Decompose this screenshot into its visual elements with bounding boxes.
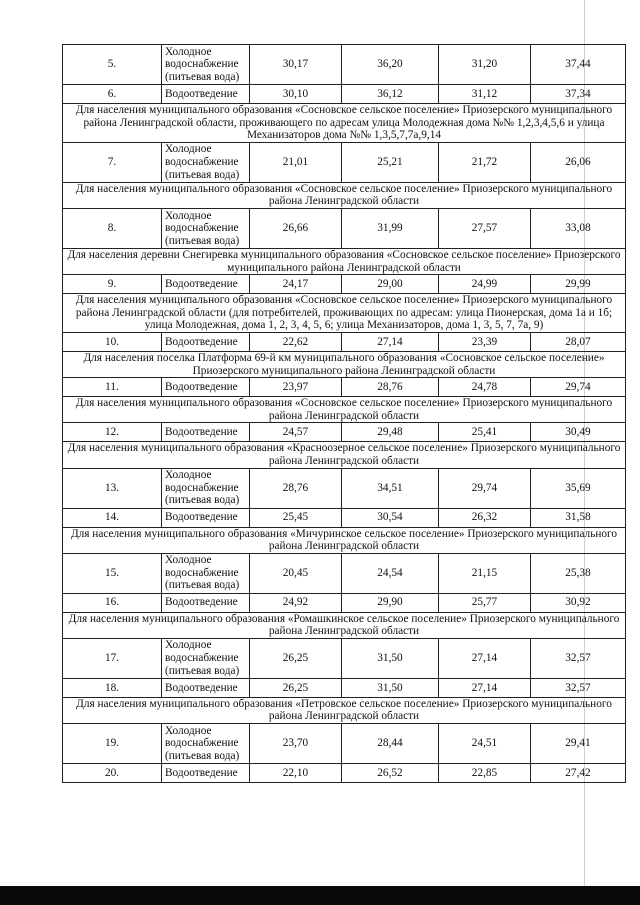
section-header-text: Для населения муниципального образования «Сосновское сельское поселение» Приозерского муниципального района Ленинградской области (для потребителей, проживающих по адресам: улица Пионерская, дома 1а и 1б; улица Молодежная, дома 1, 2, 3, 4, 5, 6; улица Механизаторов, дома 1, 3, 5, 7, 7а, 9) xyxy=(63,294,626,333)
tariff-value: 27,57 xyxy=(439,208,531,248)
tariff-value: 26,25 xyxy=(250,678,342,697)
table-section-header xyxy=(63,442,626,468)
service-name: Водоотведение xyxy=(162,678,250,697)
tariff-table xyxy=(62,44,626,783)
tariff-value: 25,38 xyxy=(531,553,626,593)
section-header-text: Для населения муниципального образования «Ромашкинское сельское поселение» Приозерского муниципального района Ленинградской области xyxy=(63,612,626,638)
tariff-value: 26,25 xyxy=(250,638,342,678)
table-row xyxy=(63,45,626,85)
service-name: Водоотведение xyxy=(162,378,250,397)
tariff-value: 28,44 xyxy=(342,724,439,764)
service-name: Водоотведение xyxy=(162,275,250,294)
tariff-value: 22,85 xyxy=(439,764,531,783)
tariff-value: 36,20 xyxy=(342,45,439,85)
section-header-text: Для населения муниципального образования «Петровское сельское поселение» Приозерского муниципального района Ленинградской области xyxy=(63,697,626,723)
tariff-value: 30,54 xyxy=(342,508,439,527)
tariff-value: 24,17 xyxy=(250,275,342,294)
tariff-value: 30,10 xyxy=(250,85,342,104)
tariff-value: 33,08 xyxy=(531,208,626,248)
tariff-value: 30,17 xyxy=(250,45,342,85)
row-number: 12. xyxy=(63,423,162,442)
tariff-value: 27,14 xyxy=(439,678,531,697)
tariff-value: 30,92 xyxy=(531,593,626,612)
table-row xyxy=(63,332,626,351)
tariff-value: 26,52 xyxy=(342,764,439,783)
table-row xyxy=(63,593,626,612)
tariff-value: 37,34 xyxy=(531,85,626,104)
section-header-text: Для населения деревни Снегиревка муниципального образования «Сосновское сельское поселение» Приозерского муниципального района Ленинградской области xyxy=(63,248,626,274)
tariff-value: 28,76 xyxy=(250,468,342,508)
row-number: 13. xyxy=(63,468,162,508)
tariff-value: 23,70 xyxy=(250,724,342,764)
tariff-value: 25,41 xyxy=(439,423,531,442)
row-number: 9. xyxy=(63,275,162,294)
tariff-value: 31,12 xyxy=(439,85,531,104)
table-section-header xyxy=(63,351,626,377)
table-row xyxy=(63,553,626,593)
row-number: 20. xyxy=(63,764,162,783)
section-header-text: Для населения муниципального образования «Мичуринское сельское поселение» Приозерского муниципального района Ленинградской области xyxy=(63,527,626,553)
tariff-value: 32,57 xyxy=(531,638,626,678)
tariff-value: 24,92 xyxy=(250,593,342,612)
tariff-value: 31,20 xyxy=(439,45,531,85)
service-name: Холодное водоснабжение (питьевая вода) xyxy=(162,638,250,678)
row-number: 14. xyxy=(63,508,162,527)
tariff-value: 29,48 xyxy=(342,423,439,442)
scan-bottom-edge xyxy=(0,886,640,905)
service-name: Водоотведение xyxy=(162,85,250,104)
table-row xyxy=(63,508,626,527)
table-row xyxy=(63,724,626,764)
table-row xyxy=(63,638,626,678)
document-page xyxy=(62,44,625,783)
tariff-value: 24,57 xyxy=(250,423,342,442)
section-header-text: Для населения муниципального образования «Сосновское сельское поселение» Приозерского муниципального района Ленинградской области, проживающего по адресам улица Молодежная дома №№ 1,2,3,4,5,6 и улица Механизаторов дома №№ 1,3,5,7,7а,9,14 xyxy=(63,104,626,143)
tariff-value: 26,66 xyxy=(250,208,342,248)
service-name: Водоотведение xyxy=(162,508,250,527)
tariff-value: 25,77 xyxy=(439,593,531,612)
tariff-value: 29,00 xyxy=(342,275,439,294)
table-section-header xyxy=(63,697,626,723)
row-number: 19. xyxy=(63,724,162,764)
table-row xyxy=(63,85,626,104)
tariff-value: 27,14 xyxy=(439,638,531,678)
row-number: 16. xyxy=(63,593,162,612)
tariff-value: 24,78 xyxy=(439,378,531,397)
table-row xyxy=(63,423,626,442)
tariff-value: 26,32 xyxy=(439,508,531,527)
section-header-text: Для населения поселка Платформа 69-й км муниципального образования «Сосновское сельское поселение» Приозерского муниципального района Ленинградской области xyxy=(63,351,626,377)
tariff-value: 34,51 xyxy=(342,468,439,508)
tariff-value: 28,07 xyxy=(531,332,626,351)
service-name: Холодное водоснабжение (питьевая вода) xyxy=(162,142,250,182)
table-row xyxy=(63,275,626,294)
tariff-value: 36,12 xyxy=(342,85,439,104)
tariff-value: 31,58 xyxy=(531,508,626,527)
tariff-value: 20,45 xyxy=(250,553,342,593)
table-row xyxy=(63,142,626,182)
tariff-value: 24,99 xyxy=(439,275,531,294)
table-row xyxy=(63,208,626,248)
row-number: 6. xyxy=(63,85,162,104)
tariff-value: 24,51 xyxy=(439,724,531,764)
row-number: 17. xyxy=(63,638,162,678)
tariff-value: 23,97 xyxy=(250,378,342,397)
table-row xyxy=(63,468,626,508)
section-header-text: Для населения муниципального образования «Сосновское сельское поселение» Приозерского муниципального района Ленинградской области xyxy=(63,397,626,423)
table-section-header xyxy=(63,104,626,143)
table-section-header xyxy=(63,182,626,208)
tariff-value: 29,74 xyxy=(531,378,626,397)
tariff-value: 30,49 xyxy=(531,423,626,442)
table-row xyxy=(63,378,626,397)
tariff-value: 21,15 xyxy=(439,553,531,593)
service-name: Холодное водоснабжение (питьевая вода) xyxy=(162,724,250,764)
service-name: Водоотведение xyxy=(162,332,250,351)
service-name: Холодное водоснабжение (питьевая вода) xyxy=(162,553,250,593)
tariff-value: 22,62 xyxy=(250,332,342,351)
service-name: Холодное водоснабжение (питьевая вода) xyxy=(162,468,250,508)
table-section-header xyxy=(63,397,626,423)
tariff-value: 29,99 xyxy=(531,275,626,294)
table-row xyxy=(63,764,626,783)
tariff-value: 31,50 xyxy=(342,678,439,697)
tariff-value: 32,57 xyxy=(531,678,626,697)
service-name: Водоотведение xyxy=(162,423,250,442)
tariff-value: 31,99 xyxy=(342,208,439,248)
row-number: 8. xyxy=(63,208,162,248)
tariff-value: 31,50 xyxy=(342,638,439,678)
row-number: 18. xyxy=(63,678,162,697)
tariff-value: 37,44 xyxy=(531,45,626,85)
tariff-value: 28,76 xyxy=(342,378,439,397)
service-name: Водоотведение xyxy=(162,593,250,612)
tariff-value: 23,39 xyxy=(439,332,531,351)
section-header-text: Для населения муниципального образования «Сосновское сельское поселение» Приозерского муниципального района Ленинградской области xyxy=(63,182,626,208)
tariff-value: 29,90 xyxy=(342,593,439,612)
row-number: 5. xyxy=(63,45,162,85)
table-section-header xyxy=(63,294,626,333)
tariff-value: 21,01 xyxy=(250,142,342,182)
tariff-value: 27,42 xyxy=(531,764,626,783)
row-number: 11. xyxy=(63,378,162,397)
tariff-value: 25,21 xyxy=(342,142,439,182)
tariff-table-body xyxy=(63,45,626,783)
table-section-header xyxy=(63,248,626,274)
row-number: 10. xyxy=(63,332,162,351)
tariff-value: 22,10 xyxy=(250,764,342,783)
service-name: Холодное водоснабжение (питьевая вода) xyxy=(162,208,250,248)
tariff-value: 25,45 xyxy=(250,508,342,527)
row-number: 7. xyxy=(63,142,162,182)
service-name: Холодное водоснабжение (питьевая вода) xyxy=(162,45,250,85)
tariff-value: 24,54 xyxy=(342,553,439,593)
tariff-value: 27,14 xyxy=(342,332,439,351)
tariff-value: 35,69 xyxy=(531,468,626,508)
table-section-header xyxy=(63,612,626,638)
section-header-text: Для населения муниципального образования «Красноозерное сельское поселение» Приозерского муниципального района Ленинградской области xyxy=(63,442,626,468)
table-section-header xyxy=(63,527,626,553)
service-name: Водоотведение xyxy=(162,764,250,783)
row-number: 15. xyxy=(63,553,162,593)
table-row xyxy=(63,678,626,697)
tariff-value: 21,72 xyxy=(439,142,531,182)
tariff-value: 26,06 xyxy=(531,142,626,182)
tariff-value: 29,74 xyxy=(439,468,531,508)
tariff-value: 29,41 xyxy=(531,724,626,764)
